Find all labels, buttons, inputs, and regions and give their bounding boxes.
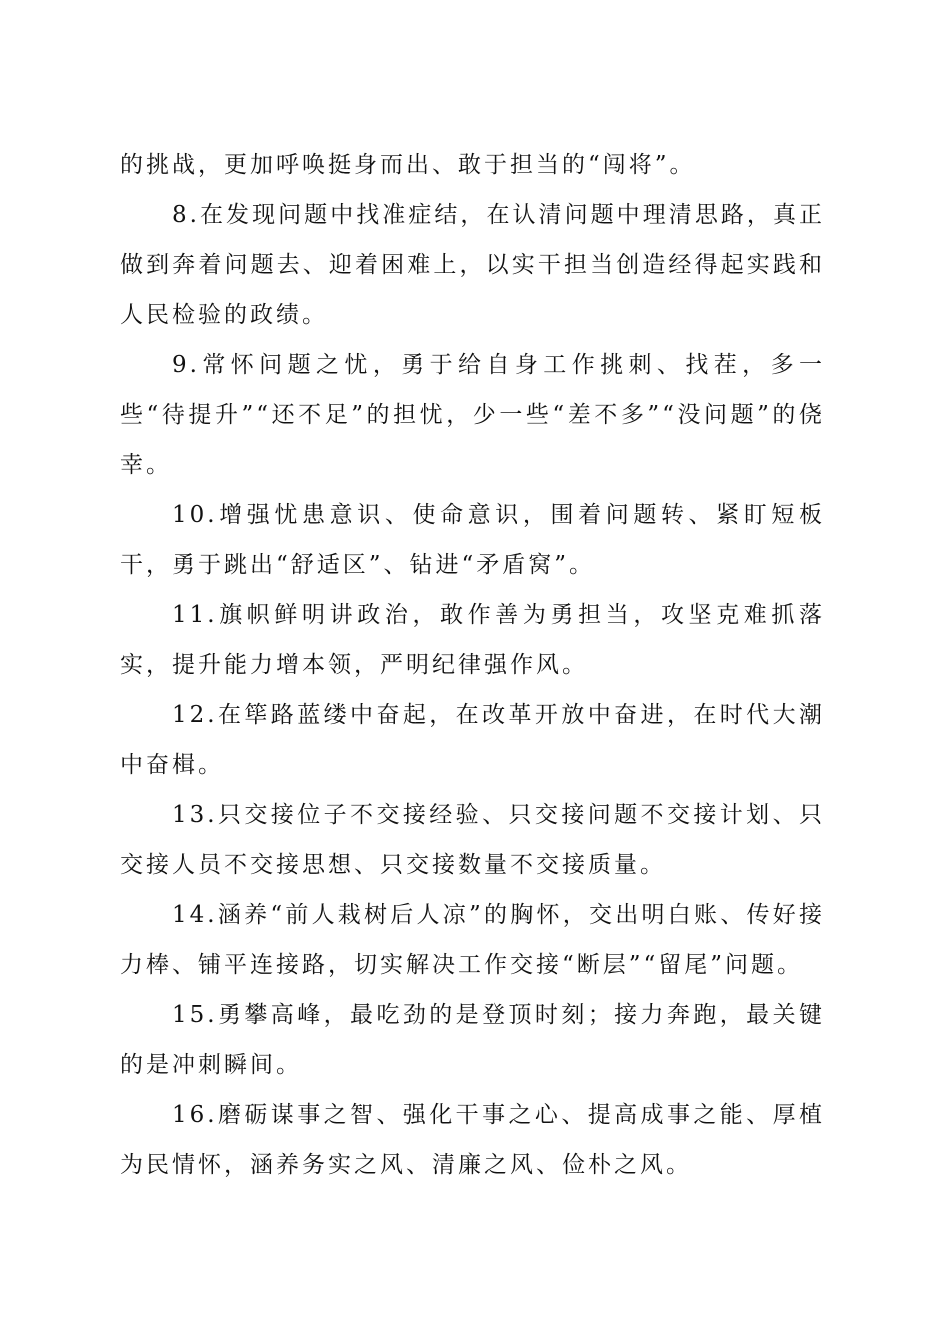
paragraph-item-12: 12.在筚路蓝缕中奋起，在改革开放中奋进，在时代大潮中奋楫。 bbox=[120, 702, 825, 778]
paragraph-item-8: 8.在发现问题中找准症结，在认清问题中理清思路，真正做到奔着问题去、迎着困难上，以实干担当创造经得起实践和人民检验的政绩。 bbox=[120, 202, 825, 328]
paragraph-item-11: 11.旗帜鲜明讲政治，敢作善为勇担当，攻坚克难抓落实，提升能力增本领，严明纪律强作风。 bbox=[120, 602, 825, 678]
paragraph-item-14: 14.涵养“前人栽树后人凉”的胸怀，交出明白账、传好接力棒、铺平连接路，切实解决工作交接“断层”“留尾”问题。 bbox=[120, 902, 825, 978]
paragraph-item-15: 15.勇攀高峰，最吃劲的是登顶时刻；接力奔跑，最关键的是冲刺瞬间。 bbox=[120, 1002, 825, 1078]
paragraph-item-9: 9.常怀问题之忧，勇于给自身工作挑刺、找茬，多一些“待提升”“还不足”的担忧，少一些“差不多”“没问题”的侥幸。 bbox=[120, 352, 825, 478]
paragraph-item-10: 10.增强忧患意识、使命意识，围着问题转、紧盯短板干，勇于跳出“舒适区”、钻进“矛盾窝”。 bbox=[120, 502, 825, 578]
paragraph-continuation: 的挑战，更加呼唤挺身而出、敢于担当的“闯将”。 bbox=[120, 152, 696, 178]
document-body bbox=[120, 140, 825, 1190]
paragraph-item-16: 16.磨砺谋事之智、强化干事之心、提高成事之能、厚植为民情怀，涵养务实之风、清廉之风、俭朴之风。 bbox=[120, 1102, 825, 1178]
paragraph-item-13: 13.只交接位子不交接经验、只交接问题不交接计划、只交接人员不交接思想、只交接数量不交接质量。 bbox=[120, 802, 825, 878]
